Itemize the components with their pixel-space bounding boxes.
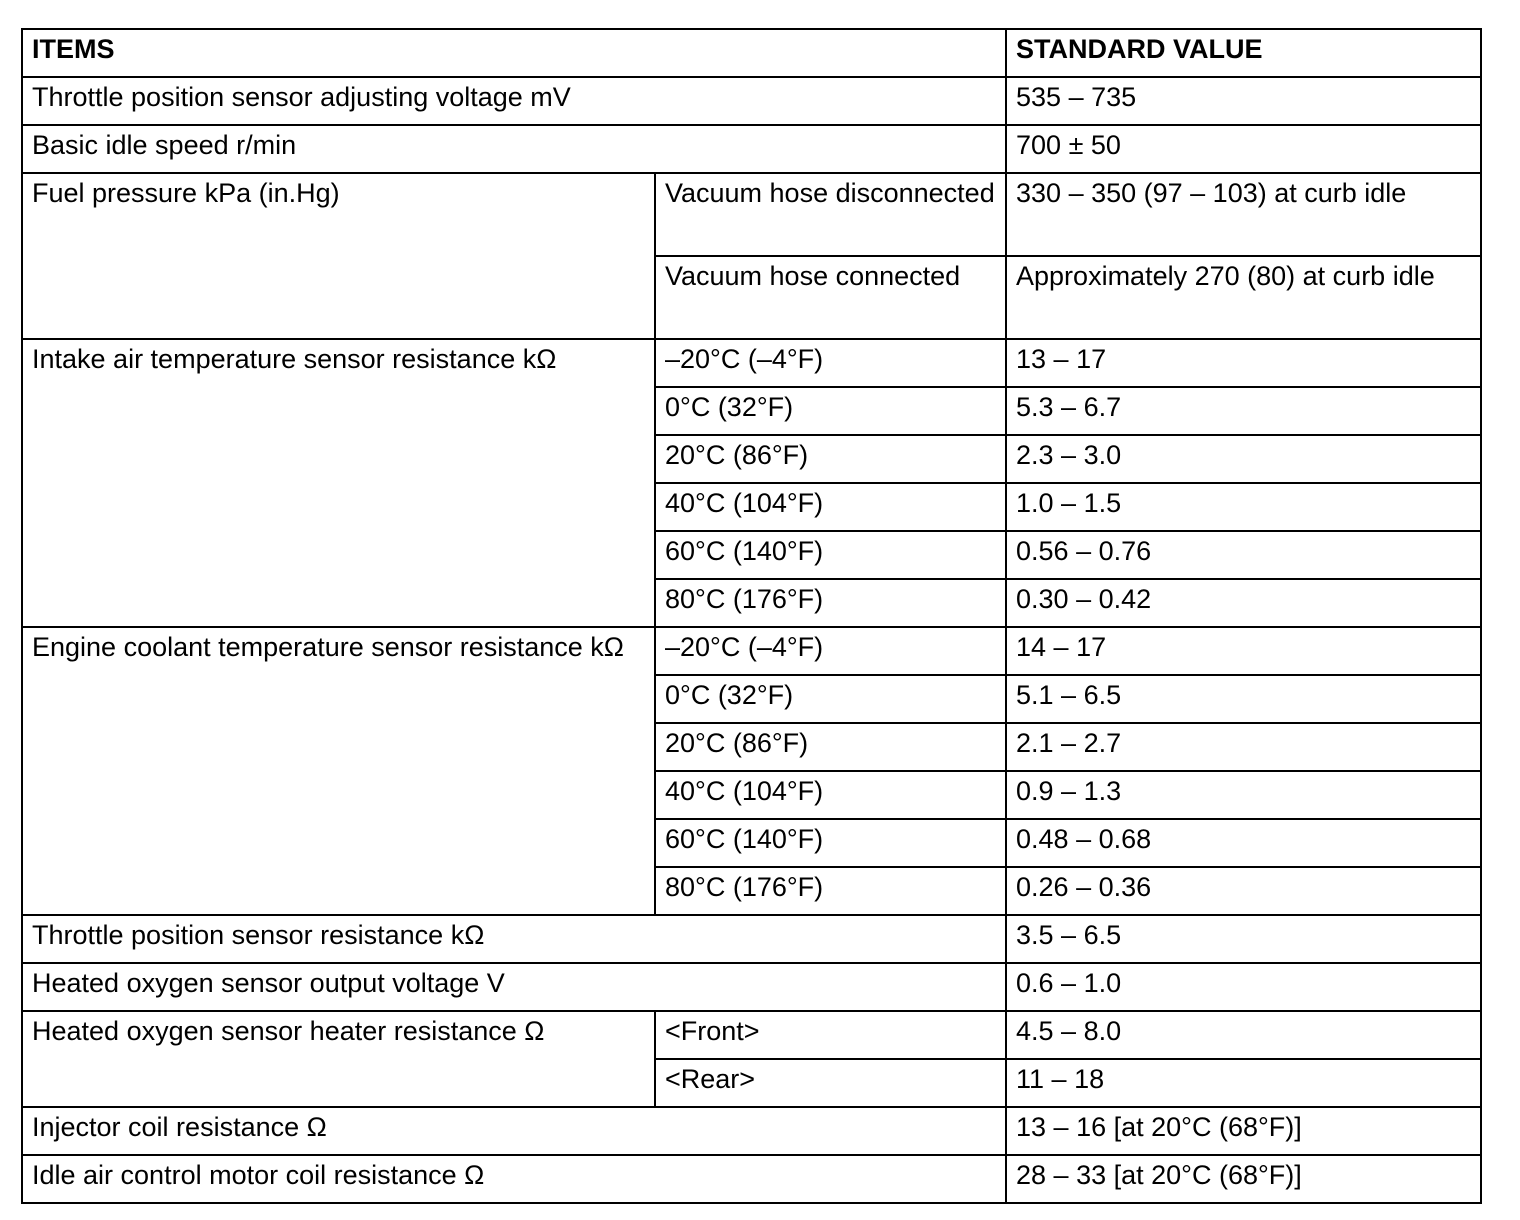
value-cell: 0.30 – 0.42 bbox=[1006, 579, 1481, 627]
value-cell: 13 – 16 [at 20°C (68°F)] bbox=[1006, 1107, 1481, 1155]
item-cell: Engine coolant temperature sensor resistance kΩ bbox=[22, 627, 655, 915]
condition-cell: 80°C (176°F) bbox=[655, 867, 1006, 915]
value-cell: 5.1 – 6.5 bbox=[1006, 675, 1481, 723]
table-row bbox=[22, 173, 1481, 256]
item-cell: Injector coil resistance Ω bbox=[22, 1107, 1006, 1155]
item-cell: Heated oxygen sensor output voltage V bbox=[22, 963, 1006, 1011]
value-cell: 0.6 – 1.0 bbox=[1006, 963, 1481, 1011]
value-cell: 13 – 17 bbox=[1006, 339, 1481, 387]
value-cell: 4.5 – 8.0 bbox=[1006, 1011, 1481, 1059]
value-cell: 1.0 – 1.5 bbox=[1006, 483, 1481, 531]
value-cell: 0.56 – 0.76 bbox=[1006, 531, 1481, 579]
value-cell: 700 ± 50 bbox=[1006, 125, 1481, 173]
condition-cell: 60°C (140°F) bbox=[655, 531, 1006, 579]
value-cell: 0.26 – 0.36 bbox=[1006, 867, 1481, 915]
item-cell: Throttle position sensor adjusting voltage mV bbox=[22, 77, 1006, 125]
standard-value-header: STANDARD VALUE bbox=[1006, 29, 1481, 77]
condition-cell: 60°C (140°F) bbox=[655, 819, 1006, 867]
value-cell: 535 – 735 bbox=[1006, 77, 1481, 125]
condition-cell: <Rear> bbox=[655, 1059, 1006, 1107]
item-cell: Intake air temperature sensor resistance kΩ bbox=[22, 339, 655, 627]
table-row bbox=[22, 1011, 1481, 1059]
table-row bbox=[22, 915, 1481, 963]
condition-cell: 20°C (86°F) bbox=[655, 723, 1006, 771]
value-cell: 3.5 – 6.5 bbox=[1006, 915, 1481, 963]
item-cell: Throttle position sensor resistance kΩ bbox=[22, 915, 1006, 963]
table-row bbox=[22, 1155, 1481, 1203]
value-cell: 330 – 350 (97 – 103) at curb idle bbox=[1006, 173, 1481, 256]
value-cell: Approximately 270 (80) at curb idle bbox=[1006, 256, 1481, 339]
item-cell: Fuel pressure kPa (in.Hg) bbox=[22, 173, 655, 339]
specification-table bbox=[21, 28, 1482, 1204]
table-row bbox=[22, 1107, 1481, 1155]
condition-cell: 0°C (32°F) bbox=[655, 387, 1006, 435]
item-cell: Idle air control motor coil resistance Ω bbox=[22, 1155, 1006, 1203]
header-row bbox=[22, 29, 1481, 77]
value-cell: 14 – 17 bbox=[1006, 627, 1481, 675]
condition-cell: 20°C (86°F) bbox=[655, 435, 1006, 483]
condition-cell: 0°C (32°F) bbox=[655, 675, 1006, 723]
items-header: ITEMS bbox=[22, 29, 1006, 77]
value-cell: 5.3 – 6.7 bbox=[1006, 387, 1481, 435]
table-row bbox=[22, 339, 1481, 387]
table-row bbox=[22, 77, 1481, 125]
condition-cell: Vacuum hose disconnected bbox=[655, 173, 1006, 256]
value-cell: 11 – 18 bbox=[1006, 1059, 1481, 1107]
table-row bbox=[22, 627, 1481, 675]
condition-cell: 80°C (176°F) bbox=[655, 579, 1006, 627]
value-cell: 2.3 – 3.0 bbox=[1006, 435, 1481, 483]
value-cell: 28 – 33 [at 20°C (68°F)] bbox=[1006, 1155, 1481, 1203]
value-cell: 0.9 – 1.3 bbox=[1006, 771, 1481, 819]
item-cell: Heated oxygen sensor heater resistance Ω bbox=[22, 1011, 655, 1107]
item-cell: Basic idle speed r/min bbox=[22, 125, 1006, 173]
condition-cell: –20°C (–4°F) bbox=[655, 339, 1006, 387]
condition-cell: 40°C (104°F) bbox=[655, 771, 1006, 819]
table-row bbox=[22, 963, 1481, 1011]
condition-cell: Vacuum hose connected bbox=[655, 256, 1006, 339]
condition-cell: 40°C (104°F) bbox=[655, 483, 1006, 531]
value-cell: 2.1 – 2.7 bbox=[1006, 723, 1481, 771]
value-cell: 0.48 – 0.68 bbox=[1006, 819, 1481, 867]
condition-cell: –20°C (–4°F) bbox=[655, 627, 1006, 675]
condition-cell: <Front> bbox=[655, 1011, 1006, 1059]
table-row bbox=[22, 125, 1481, 173]
